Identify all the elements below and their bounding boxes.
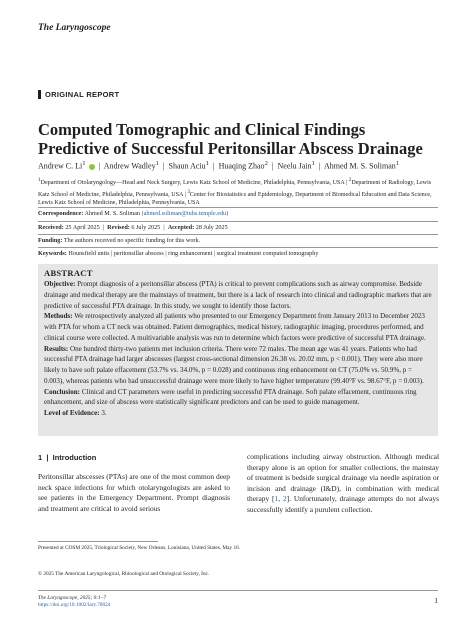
author-affil-sup: 1 xyxy=(155,160,159,167)
accepted-label: Accepted: xyxy=(167,224,195,231)
keywords-label: Keywords: xyxy=(38,250,67,257)
abstract-body xyxy=(44,279,433,419)
author-name[interactable]: Andrew Wadley xyxy=(103,161,156,171)
conclusion-text: Clinical and CT parameters were useful in predicting successful PTA drainage. Soft palate effacement, continuous ring enhancement, and size of abscess were statistically significant predictors and can be used to guide management. xyxy=(44,387,417,407)
methods-label: Methods: xyxy=(44,312,73,321)
author-list: Andrew C. Li$^1$ | Andrew Wadley$^1$ | Shaun Aciu$^1$ | Huaqing Zhao$^2$ | Neelu Jain$^1$ | Ahmed M. S. Soliman$^1$ xyxy=(38,160,400,171)
orcid-icon[interactable] xyxy=(89,164,95,170)
affiliation-2: Department of Radiology, Lewis Katz School of Medicine, Philadelphia, Pennsylvania, USA xyxy=(38,180,432,198)
funding-label: Funding: xyxy=(38,237,63,244)
received-date: 25 April 2025 xyxy=(65,224,100,231)
keywords xyxy=(38,250,440,258)
divider xyxy=(38,221,438,222)
keywords-text: Hounsfield units | peritonsillar abscess | ring enhancement | surgical treatment computed tomography xyxy=(68,250,319,257)
author-affil-sup: 2 xyxy=(264,160,268,167)
abstract-methods xyxy=(44,311,433,343)
page-number: 1 xyxy=(434,596,438,605)
section-bar xyxy=(38,90,41,99)
methods-text: We retrospectively analyzed all patients who presented to our Emergency Department from January 2013 to December 2023 with PTA for whom a CT neck was obtained. Patient demographics, medical history, radiographic imaging, procedures performed, and clinical course were collected. A multivariable analysis was run to determine which factors were predictive of successful PTA drainage. xyxy=(44,312,426,342)
author-affil-sup: 1 xyxy=(311,160,315,167)
correspondence-label: Correspondence: xyxy=(38,210,84,217)
objective-text: Prompt diagnosis of a peritonsillar abscess (PTA) is critical to prevent complications such as airway compromise. Bedside drainage and medical therapy are the mainstays of treatment, but there is a lack of research into clinical and radiographic markers that are predictive of successful PTA drainage. In this study, we sought to identify those factors. xyxy=(44,280,432,310)
author-affil-sup: 1 xyxy=(205,160,209,167)
abstract-heading: ABSTRACT xyxy=(44,268,93,278)
affiliations: $^1$Department of Otolaryngology—Head and Neck Surgery, Lewis Katz School of Medicine, Philadelphia, Pennsylvania, USA | $^2$Department of Radiology, Lewis Katz School of Medicine, Philadelphia, Pennsylvania, USA | $^3$Center for Biostatistics and Epidemiology, Department of Biomedical Education and Data Science, Lewis Katz School of Medicine, Philadelphia, Pennsylvania, USA xyxy=(38,177,432,207)
divider xyxy=(38,234,438,235)
intro-right-column xyxy=(247,452,439,515)
author-affil-sup: 1 xyxy=(395,160,400,167)
citation-link[interactable]: 1 xyxy=(274,494,279,503)
citation-line: The Laryngoscope, 2025; 0:1–7 xyxy=(38,595,106,601)
abstract-objective xyxy=(44,279,433,311)
section-label-text: ORIGINAL REPORT xyxy=(45,90,120,99)
conclusion-label: Conclusion: xyxy=(44,387,81,396)
divider xyxy=(38,247,438,248)
accepted-date: 28 July 2025 xyxy=(195,224,228,231)
funding xyxy=(38,237,440,245)
revised-label: Revised: xyxy=(107,224,130,231)
author-name[interactable]: Andrew C. Li xyxy=(38,161,83,171)
correspondence-email[interactable]: (ahmed.soliman@tuhs.temple.edu) xyxy=(141,210,229,217)
received-label: Received: xyxy=(38,224,64,231)
intro-text: ]. Unfortunately, drainage attempts do not always successfully identify a purulent collection. xyxy=(247,494,439,514)
article-dates: Received: 25 April 2025 | Revised: 6 July 2025 | Accepted: 28 July 2025 xyxy=(38,224,228,231)
footnote-copyright: © 2025 The American Laryngological, Rhinological and Otological Society, Inc. xyxy=(38,571,210,577)
correspondence xyxy=(38,210,440,218)
author-name[interactable]: Ahmed M. S. Soliman xyxy=(324,161,396,171)
intro-text: complications including airway obstruction. Although medical therapy alone is an option for smaller collections, the mainstay of treatment is bedside surgical drainage via needle aspiration or incision and drainage (I&D), in combination with medical therapy [ xyxy=(247,452,439,503)
level-text: 3. xyxy=(101,409,107,417)
results-text: One hundred thirty-two patients met inclusion criteria. There were 72 males. The mean age was 41 years. Patients who had successful PTA drainage had larger abscesses (largest cross-sectional dimension 26.38 vs. 20.02 mm, p < 0.001). They were also more likely to have soft palate effacement (53.7% vs. 34.0%, p = 0.028) and continuous ring enhancement on CT (75.0% vs. 50.9%, p = 0.003), whereas patients who had unsuccessful drainage were more likely to have higher temperature (99.40°F vs. 98.67°F, p = 0.003). xyxy=(44,344,424,385)
citation-link[interactable]: 2 xyxy=(282,494,287,503)
section-title: Introduction xyxy=(52,453,97,462)
author-name[interactable]: Neelu Jain xyxy=(277,161,312,171)
divider xyxy=(38,590,438,591)
funding-text: The authors received no specific funding for this work. xyxy=(63,237,201,244)
footnote-divider xyxy=(38,541,158,542)
divider xyxy=(38,207,438,208)
abstract-level xyxy=(44,408,433,419)
affiliation-1: Department of Otolaryngology—Head and Neck Surgery, Lewis Katz School of Medicine, Philadelphia, Pennsylvania, USA xyxy=(40,180,345,187)
affiliation-3: Center for Biostatistics and Epidemiology, Department of Biomedical Education and Data Science, Lewis Katz School of Medicine, Philadelphia, Pennsylvania, USA xyxy=(38,191,432,207)
author-affil-sup: 1 xyxy=(82,160,86,167)
objective-label: Objective: xyxy=(44,280,76,288)
footnote-presented: Presented at COSM 2025, Triological Society, New Orleans, Louisiana, United States, May 16. xyxy=(38,545,241,551)
journal-name: The Laryngoscope xyxy=(38,23,111,33)
results-label: Results: xyxy=(44,344,69,353)
intro-left-column: Peritonsillar abscesses (PTAs) are one of the most common deep neck space infections for which otolaryngologists are asked to see patients in the Emergency Department. Prompt diagnosis and treatment are critical to avoid serious xyxy=(38,472,230,513)
citation-separator: , xyxy=(278,494,283,503)
section-number: 1 xyxy=(38,453,43,462)
abstract-results xyxy=(44,344,433,387)
section-label xyxy=(38,90,119,99)
level-label: Level of Evidence: xyxy=(44,409,100,417)
author-name[interactable]: Shaun Aciu xyxy=(168,161,206,171)
revised-date: 6 July 2025 xyxy=(131,224,161,231)
section-heading-introduction: 1 | Introduction xyxy=(38,453,97,462)
article-title: Computed Tomographic and Clinical Findings Predictive of Successful Peritonsillar Abscess Drainage xyxy=(38,120,423,158)
author-name[interactable]: Huaqing Zhao xyxy=(218,161,265,171)
correspondence-name: Ahmed M. S. Soliman xyxy=(84,210,141,217)
abstract-conclusion xyxy=(44,387,433,409)
doi-link[interactable]: https://doi.org/10.1002/lary.70024 xyxy=(38,602,111,608)
